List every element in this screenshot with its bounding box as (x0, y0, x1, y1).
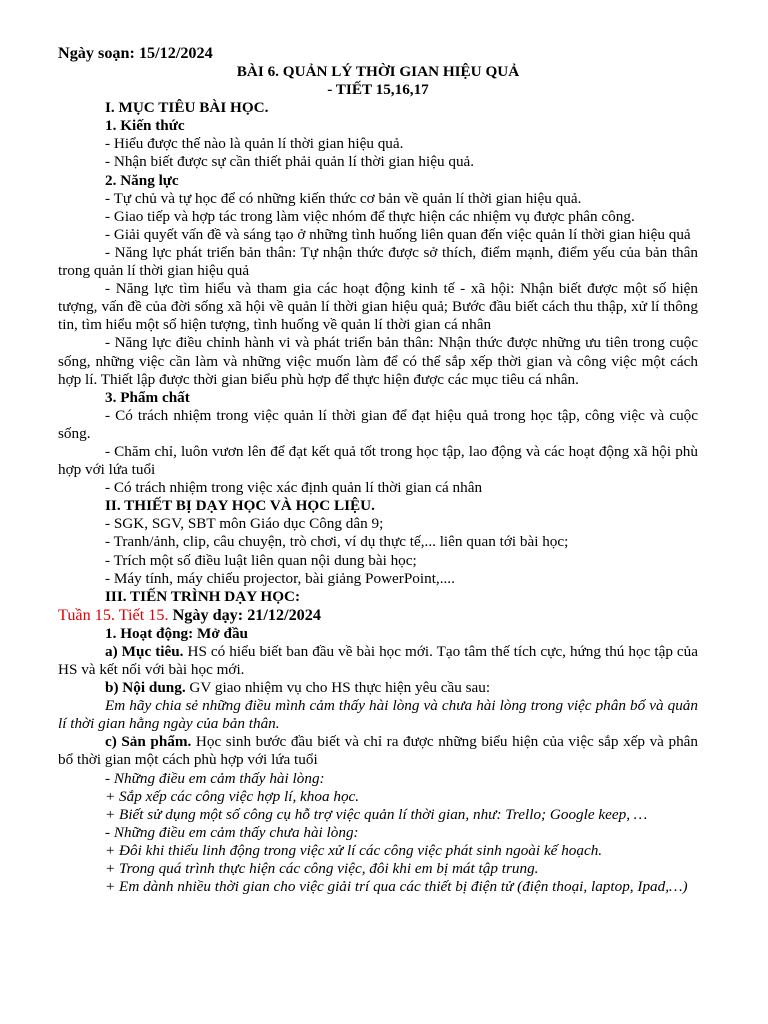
content-paragraph (58, 679, 698, 697)
section-process-heading: III. TIẾN TRÌNH DẠY HỌC: (105, 587, 301, 605)
quality-item: - Có trách nhiệm trong việc xác định quản lí thời gian cá nhân (105, 479, 483, 497)
competence-item: - Năng lực điều chỉnh hành vi và phát triển bản thân: Nhận thức được những ưu tiên trong cuộc sống, những việc cần làm và những việc muốn làm để có thể sắp xếp thời gian và công việc một cách hợp lí. Thiết lập được thời gian biểu phù hợp để thực hiện được các mục tiêu cá nhân. (58, 334, 698, 388)
product-label: c) Sản phẩm. (105, 733, 192, 751)
material-item: - Máy tính, máy chiếu projector, bài giảng PowerPoint,.... (105, 569, 455, 587)
competence-item: - Năng lực tìm hiểu và tham gia các hoạt động kinh tế - xã hội: Nhận biết được một số hiện tượng, vấn đề của đời sống xã hội về quản lí thời gian hiệu quả; Bước đầu biết cách thu thập, xử lí thông tin, tìm hiểu một số hiện tượng, tình huống về quản lí thời gian cá nhân (58, 280, 698, 334)
unsatisfied-heading: - Những điều em cảm thấy chưa hài lòng: (105, 823, 359, 841)
satisfied-item: + Biết sử dụng một số công cụ hỗ trợ việc quản lí thời gian, như: Trello; Google keep, … (105, 805, 648, 823)
week-period-label: Tuần 15. Tiết 15. (58, 605, 169, 624)
section-objectives-heading: I. MỤC TIÊU BÀI HỌC. (105, 99, 269, 117)
lesson-periods: - TIẾT 15,16,17 (327, 81, 429, 99)
satisfied-heading: - Những điều em cảm thấy hài lòng: (105, 769, 325, 787)
knowledge-heading: 1. Kiến thức (105, 117, 185, 135)
knowledge-item: - Nhận biết được sự cần thiết phải quản lí thời gian hiệu quả. (105, 153, 475, 171)
content-label: b) Nội dung. (105, 679, 186, 697)
material-item: - Tranh/ảnh, clip, câu chuyện, trò chơi, ví dụ thực tế,... liên quan tới bài học; (105, 533, 569, 551)
competence-item: - Năng lực phát triển bản thân: Tự nhận thức được sở thích, điểm mạnh, điểm yếu của bản thân trong quản lí thời gian hiệu quả (58, 243, 698, 280)
competence-heading: 2. Năng lực (105, 171, 179, 189)
preparation-date: Ngày soạn: 15/12/2024 (58, 44, 213, 62)
competence-item: - Giao tiếp và hợp tác trong làm việc nhóm để thực hiện các nhiệm vụ được phân công. (105, 207, 635, 225)
knowledge-item: - Hiểu được thế nào là quản lí thời gian hiệu quả. (105, 135, 404, 153)
activity-heading: 1. Hoạt động: Mở đầu (105, 624, 249, 642)
material-item: - SGK, SGV, SBT môn Giáo dục Công dân 9; (105, 515, 384, 533)
section-materials-heading: II. THIẾT BỊ DẠY HỌC VÀ HỌC LIỆU. (105, 497, 375, 515)
competence-item: - Giải quyết vấn đề và sáng tạo ở những tình huống liên quan đến việc quản lí thời gian hiệu quả (105, 225, 691, 243)
content-text: GV giao nhiệm vụ cho HS thực hiện yêu cầu sau: (185, 679, 491, 697)
quality-item: - Có trách nhiệm trong việc quản lí thời gian để đạt hiệu quả trong học tập, công việc và cuộc sống. (58, 406, 698, 442)
quality-item: - Chăm chỉ, luôn vươn lên để đạt kết quả tốt trong học tập, lao động và các hoạt động xã hội phù hợp với lứa tuổi (58, 442, 698, 479)
unsatisfied-item: + Trong quá trình thực hiện các công việc, đôi khi em bị mát tập trung. (105, 860, 539, 878)
unsatisfied-item: + Đôi khi thiếu linh động trong việc xử lí các công việc phát sinh ngoài kế hoạch. (105, 841, 603, 859)
lesson-title: BÀI 6. QUẢN LÝ THỜI GIAN HIỆU QUẢ (236, 63, 520, 80)
product-paragraph (58, 733, 698, 769)
week-period-line (58, 606, 698, 625)
unsatisfied-item: + Em dành nhiều thời gian cho việc giải trí qua các thiết bị điện tử (điện thoại, laptop, Ipad,…) (105, 878, 688, 896)
product-text: Học sinh bước đầu biết và chỉ ra được những biểu hiện của việc sắp xếp và phân bổ thời gian một cách phù hợp với lứa tuổi (58, 733, 698, 769)
qualities-heading: 3. Phẩm chất (105, 388, 190, 406)
material-item: - Trích một số điều luật liên quan nội dung bài học; (105, 551, 417, 569)
teaching-date: Ngày dạy: 21/12/2024 (168, 605, 321, 624)
objective-text: HS có hiểu biết ban đầu về bài học mới. Tạo tâm thế tích cực, hứng thú học tập của HS và kết nối với bài học mới. (58, 642, 699, 678)
satisfied-item: + Sắp xếp các công việc hợp lí, khoa học. (105, 787, 360, 805)
task-prompt: Em hãy chia sẻ những điều mình cảm thấy hài lòng và chưa hài lòng trong việc phân bố và quản lí thời gian hằng ngày của bản thân. (58, 697, 698, 733)
objective-paragraph (58, 643, 698, 679)
competence-item: - Tự chủ và tự học để có những kiến thức cơ bản về quản lí thời gian hiệu quả. (105, 189, 582, 207)
objective-label: a) Mục tiêu. (105, 642, 184, 660)
lesson-plan-document (58, 44, 698, 896)
